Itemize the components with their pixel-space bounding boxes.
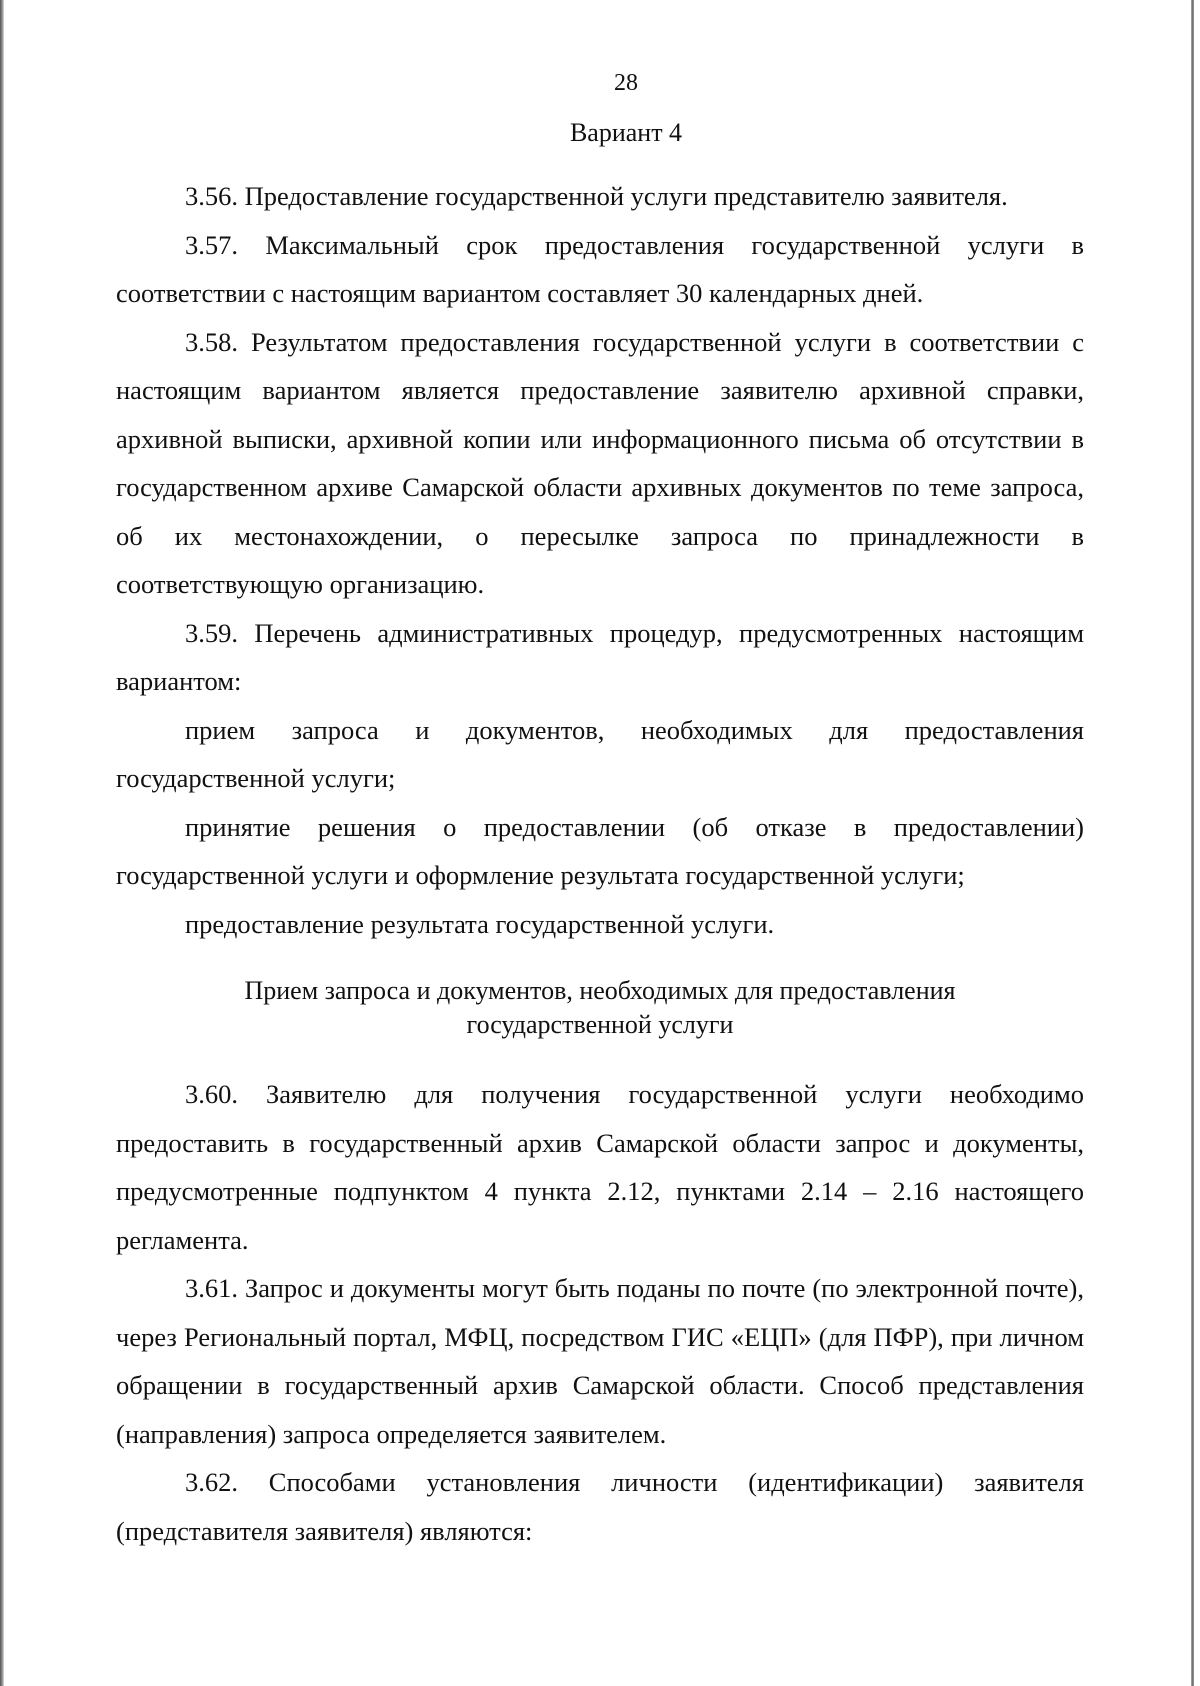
document-page	[116, 58, 1084, 1555]
paragraph-3-56: 3.56. Предоставление государственной услуги представителю заявителя.	[185, 181, 1008, 211]
section-heading-line-2: государственной услуги	[466, 1010, 734, 1039]
section-heading	[116, 974, 1084, 1042]
paragraph-3-60: 3.60. Заявителю для получения государственной услуги необходимо предоставить в государственный архив Самарской области запрос и документы, предусмотренные подпунктом 4 пункта 2.12, пунктами 2.14 – 2.16 настоящего регламента.	[116, 1079, 1084, 1255]
scan-left-edge	[0, 0, 4, 1686]
paragraph-3-58: 3.58. Результатом предоставления государственной услуги в соответствии с настоящим вариантом является предоставление заявителю архивной справки, архивной выписки, архивной копии или информационного письма об отсутствии в государственном архиве Самарской области архивных документов по теме запроса, об их местонахождении, о пересылке запроса по принадлежности в соответствующую организацию.	[116, 326, 1084, 599]
procedure-item-reception: прием запроса и документов, необходимых для предоставления государственной услуги;	[116, 714, 1084, 793]
paragraph-3-59: 3.59. Перечень административных процедур, предусмотренных настоящим вариантом:	[116, 617, 1084, 696]
paragraph-3-62: 3.62. Способами установления личности (идентификации) заявителя (представителя заявителя) являются:	[116, 1467, 1084, 1546]
paragraph-3-61: 3.61. Запрос и документы могут быть поданы по почте (по электронной почте), через Региональный портал, МФЦ, посредством ГИС «ЕЦП» (для ПФР), при личном обращении в государственный архив Самарской области. Способ представления (направления) запроса определяется заявителем.	[116, 1273, 1084, 1449]
procedure-item-decision: принятие решения о предоставлении (об отказе в предоставлении) государственной услуги и оформление результата государственной услуги;	[116, 811, 1084, 890]
page-number: 28	[614, 70, 638, 96]
section-heading-line-1: Прием запроса и документов, необходимых для предоставления	[244, 976, 956, 1005]
variant-title: Вариант 4	[569, 118, 683, 147]
scan-right-edge	[1191, 0, 1194, 1686]
procedure-item-result: предоставление результата государственной услуги.	[185, 908, 775, 939]
paragraph-3-57: 3.57. Максимальный срок предоставления государственной услуги в соответствии с настоящим вариантом составляет 30 календарных дней.	[116, 229, 1084, 308]
